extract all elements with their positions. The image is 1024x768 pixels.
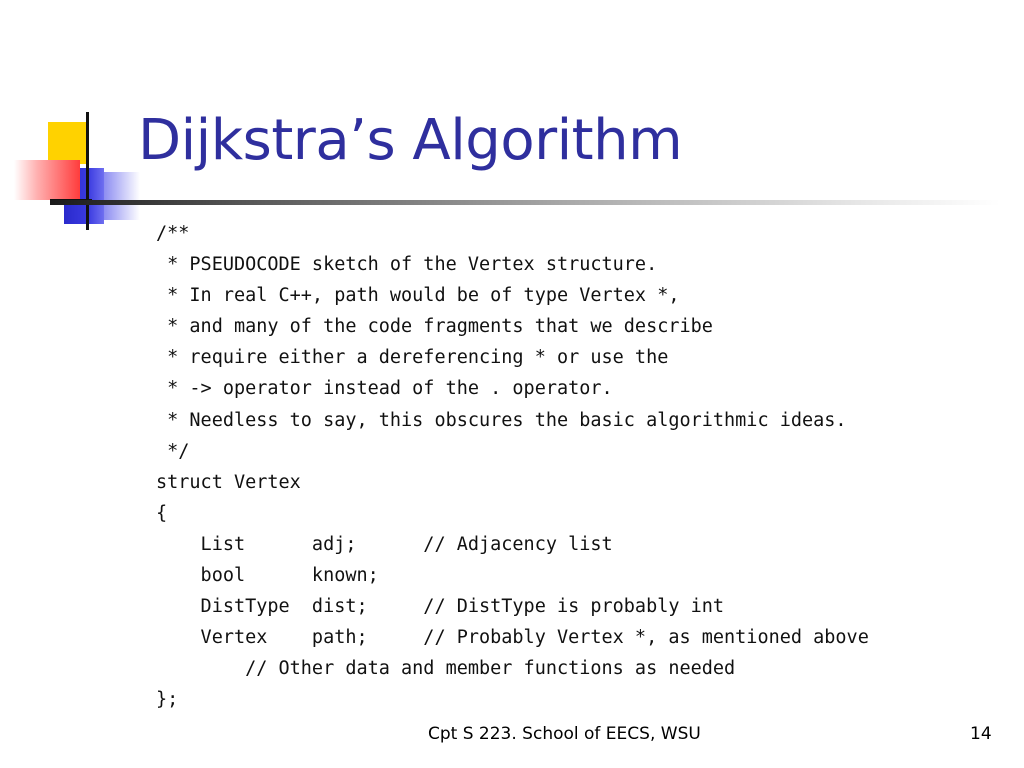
code-line: // Other data and member functions as needed <box>156 658 736 680</box>
code-line: * PSEUDOCODE sketch of the Vertex structure. <box>156 254 658 276</box>
code-line: }; <box>156 689 179 711</box>
code-line: */ <box>156 440 190 462</box>
footer-course-label: Cpt S 223. School of EECS, WSU <box>428 724 701 744</box>
code-line: DistType dist; // DistType is probably int <box>156 596 725 618</box>
logo-yellow-square <box>48 122 88 164</box>
code-line: { <box>156 502 168 524</box>
code-line: Vertex path; // Probably Vertex *, as mentioned above <box>156 627 869 649</box>
code-line: List adj; // Adjacency list <box>156 533 613 555</box>
code-line: * In real C++, path would be of type Vertex *, <box>156 285 680 307</box>
logo-red-square <box>14 160 80 200</box>
logo-blue-fade-square <box>100 172 140 220</box>
code-line: struct Vertex <box>156 471 301 493</box>
code-line: * require either a dereferencing * or use the <box>156 347 669 369</box>
code-block <box>156 218 869 716</box>
slide-title: Dijkstra’s Algorithm <box>138 108 683 173</box>
code-line: * Needless to say, this obscures the basic algorithmic ideas. <box>156 409 847 431</box>
page-number: 14 <box>970 724 992 744</box>
code-line: * and many of the code fragments that we describe <box>156 316 713 338</box>
code-line: bool known; <box>156 565 379 587</box>
code-line: /** <box>156 223 190 244</box>
code-line: * -> operator instead of the . operator. <box>156 378 613 400</box>
title-underline-rule <box>50 200 1000 205</box>
logo-vertical-line <box>86 112 89 230</box>
